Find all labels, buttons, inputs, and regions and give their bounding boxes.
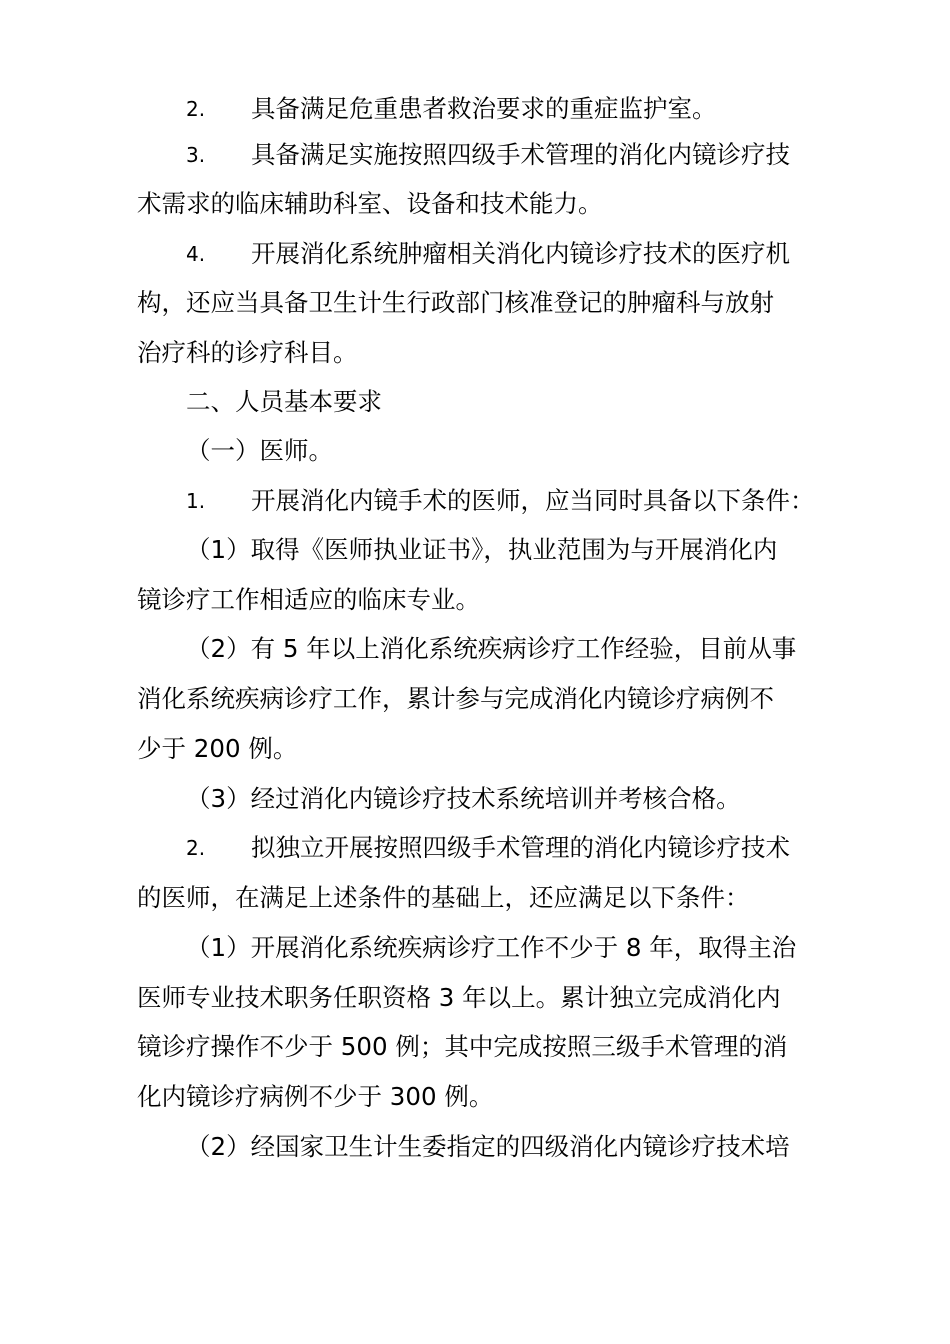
list-number: 3. [186, 143, 206, 167]
paragraph-text: 消化系统疾病诊疗工作，累计参与完成消化内镜诊疗病例不 [137, 684, 774, 713]
paragraph-text: 术需求的临床辅助科室、设备和技术能力。 [137, 189, 603, 218]
paragraph-text: （2）有 5 年以上消化系统疾病诊疗工作经验，目前从事 [186, 634, 797, 663]
text-line [0, 731, 950, 767]
text-line [0, 335, 950, 371]
text-line [0, 483, 950, 519]
text-line [0, 582, 950, 618]
paragraph-text: （3）经过消化内镜诊疗技术系统培训并考核合格。 [186, 784, 741, 813]
paragraph-text: 具备满足危重患者救治要求的重症监护室。 [251, 94, 717, 123]
paragraph-text: 拟独立开展按照四级手术管理的消化内镜诊疗技术 [251, 833, 790, 862]
heading-text: 二、人员基本要求 [186, 387, 382, 416]
text-line [0, 980, 950, 1016]
paragraph-text: （2）经国家卫生计生委指定的四级消化内镜诊疗技术培 [186, 1132, 790, 1161]
text-line [0, 532, 950, 568]
text-line [0, 930, 950, 966]
text-line [0, 91, 950, 127]
text-line [0, 285, 950, 321]
paragraph-text: 医师专业技术职务任职资格 3 年以上。累计独立完成消化内 [137, 983, 781, 1012]
text-line [0, 631, 950, 667]
text-line [0, 830, 950, 866]
subsection-heading [0, 433, 950, 469]
section-heading [0, 384, 950, 420]
text-line [0, 137, 950, 173]
text-line [0, 781, 950, 817]
paragraph-text: 构，还应当具备卫生计生行政部门核准登记的肿瘤科与放射 [137, 288, 774, 317]
text-line [0, 681, 950, 717]
paragraph-text: 治疗科的诊疗科目。 [137, 338, 358, 367]
text-line [0, 236, 950, 272]
paragraph-text: 具备满足实施按照四级手术管理的消化内镜诊疗技 [251, 140, 790, 169]
list-number: 4. [186, 242, 206, 266]
paragraph-text: 开展消化系统肿瘤相关消化内镜诊疗技术的医疗机 [251, 239, 790, 268]
paragraph-text: （1）取得《医师执业证书》，执业范围为与开展消化内 [186, 535, 778, 564]
heading-text: （一）医师。 [186, 436, 333, 465]
list-number: 2. [186, 97, 206, 121]
text-line [0, 1129, 950, 1165]
paragraph-text: 的医师，在满足上述条件的基础上，还应满足以下条件： [137, 883, 750, 912]
paragraph-text: （1）开展消化系统疾病诊疗工作不少于 8 年，取得主治 [186, 933, 797, 962]
text-line [0, 880, 950, 916]
paragraph-text: 开展消化内镜手术的医师，应当同时具备以下条件： [251, 486, 815, 515]
paragraph-text: 镜诊疗工作相适应的临床专业。 [137, 585, 480, 614]
list-number: 2. [186, 836, 206, 860]
paragraph-text: 少于 200 例。 [137, 734, 298, 763]
text-line [0, 1079, 950, 1115]
text-line [0, 186, 950, 222]
list-number: 1. [186, 489, 206, 513]
paragraph-text: 镜诊疗操作不少于 500 例；其中完成按照三级手术管理的消 [137, 1032, 788, 1061]
paragraph-text: 化内镜诊疗病例不少于 300 例。 [137, 1082, 494, 1111]
text-line [0, 1029, 950, 1065]
